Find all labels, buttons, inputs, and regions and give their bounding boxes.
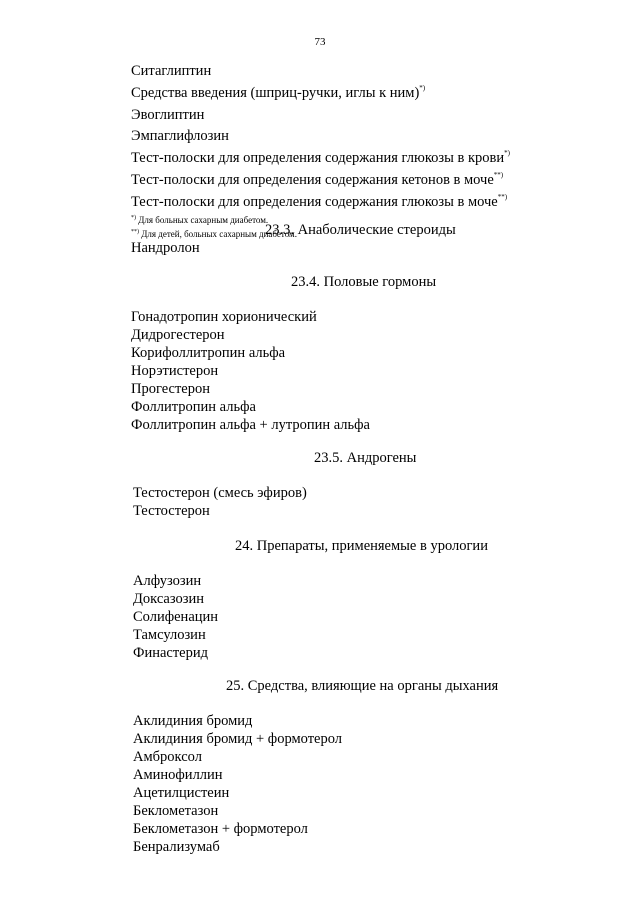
list-item: Аклидиния бромид xyxy=(133,713,253,729)
list-item: Ситаглиптин xyxy=(131,62,212,79)
list-item: Беклометазон + формотерол xyxy=(133,821,308,837)
list-item: Беклометазон xyxy=(133,803,219,819)
section-list xyxy=(133,572,640,662)
list-item: Прогестерон xyxy=(131,381,210,397)
list-item: Бенрализумаб xyxy=(133,839,220,855)
list-continuation xyxy=(131,58,640,240)
list-item: Тест-полоски для определения содержания глюкозы в крови*) xyxy=(131,149,510,167)
list-item: Нандролон xyxy=(131,240,200,256)
list-item: Финастерид xyxy=(133,645,209,661)
section-list xyxy=(133,712,640,856)
list-item: Тест-полоски для определения содержания кетонов в моче**) xyxy=(131,171,504,188)
section-heading: 23.5. Андрогены xyxy=(314,450,417,466)
list-item: Средства введения (шприц-ручки, иглы к ним)*) xyxy=(131,83,426,101)
list-item: Фоллитропин альфа xyxy=(131,399,256,415)
section-heading: 25. Средства, влияющие на органы дыхания xyxy=(226,678,499,694)
page-number: 73 xyxy=(314,36,326,48)
list-item: Тестостерон xyxy=(133,503,210,519)
list-item: Гонадотропин хорионический xyxy=(131,309,317,325)
list-item: Аминофиллин xyxy=(133,767,223,783)
section-list xyxy=(131,308,640,434)
section-list xyxy=(131,239,640,257)
list-item: Дидрогестерон xyxy=(131,327,225,343)
list-item: Эвоглиптин xyxy=(131,106,205,123)
section-heading: 23.4. Половые гормоны xyxy=(291,274,437,290)
list-item: Корифоллитропин альфа xyxy=(131,345,286,361)
list-item: Солифенацин xyxy=(133,609,219,625)
section-heading: 23.3. Анаболические стероиды xyxy=(265,222,456,238)
list-item: Алфузозин xyxy=(133,573,202,589)
list-item: Тамсулозин xyxy=(133,627,206,643)
section-list xyxy=(133,484,640,520)
list-item: Тест-полоски для определения содержания глюкозы в моче**) xyxy=(131,192,508,210)
list-item: Доксазозин xyxy=(133,591,205,607)
footnote: *) Для больных сахарным диабетом. xyxy=(131,214,269,225)
list-item: Эмпаглифлозин xyxy=(131,128,229,145)
list-item: Тестостерон (смесь эфиров) xyxy=(133,485,307,501)
list-item: Фоллитропин альфа + лутропин альфа xyxy=(131,417,370,433)
list-item: Ацетилцистеин xyxy=(133,785,230,801)
footnote: **) Для детей, больных сахарным диабетом. xyxy=(131,228,297,239)
list-item: Норэтистерон xyxy=(131,363,219,379)
section-heading: 24. Препараты, применяемые в урологии xyxy=(235,538,488,554)
list-item: Амброксол xyxy=(133,749,202,765)
list-item: Аклидиния бромид + формотерол xyxy=(133,731,343,747)
